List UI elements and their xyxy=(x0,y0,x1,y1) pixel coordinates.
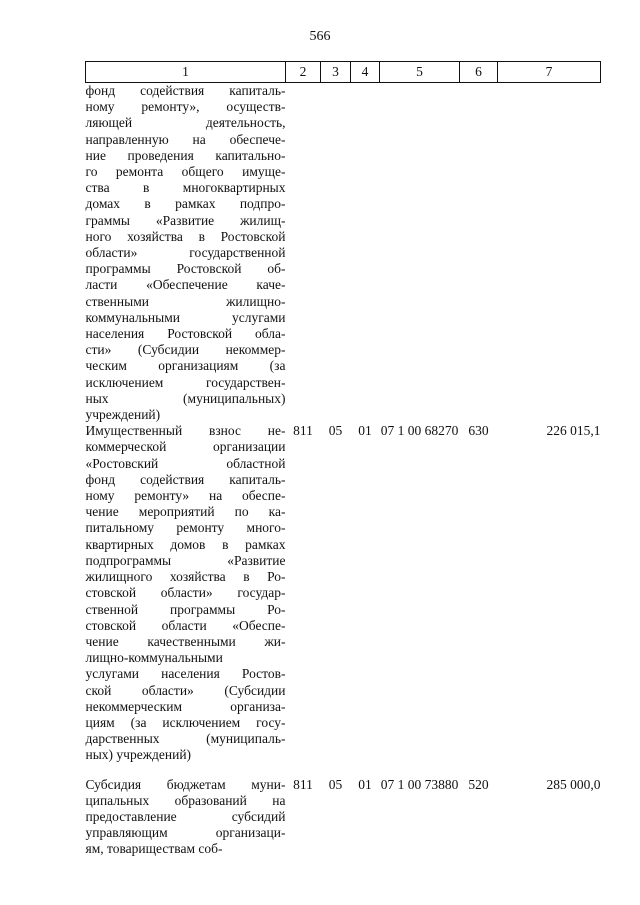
ministry-code: 811 xyxy=(293,423,313,439)
description-line: ласти «Обеспечение каче- xyxy=(85,277,286,293)
description-line: учреждений) xyxy=(85,407,161,423)
description-line: граммы «Развитие жилищ- xyxy=(85,212,286,228)
row-description xyxy=(86,777,286,871)
column-header-4: 4 xyxy=(351,62,380,83)
description-line: ям, товариществам соб- xyxy=(85,841,223,857)
ministry-code: 811 xyxy=(293,776,313,792)
budget-table xyxy=(85,61,601,871)
subsection-code xyxy=(351,83,380,424)
expense-type-code: 630 xyxy=(468,423,489,439)
description-line: ного хозяйства в Ростовской xyxy=(85,228,286,244)
column-number-header xyxy=(86,62,601,83)
description-line: ческим организациям (за xyxy=(85,358,286,374)
description-line: области» государственной xyxy=(85,245,286,261)
description-line: коммунальными услугами xyxy=(85,309,286,325)
description-line: чение качественными жи- xyxy=(85,633,286,649)
description-line: Имущественный взнос не- xyxy=(85,423,286,439)
description-line: ства в многоквартирных xyxy=(85,180,286,196)
ministry-code xyxy=(286,83,321,424)
description-line: Субсидия бюджетам муни- xyxy=(85,776,286,792)
description-line: направленную на обеспече- xyxy=(85,131,286,147)
column-header-3: 3 xyxy=(321,62,351,83)
section-code: 05 xyxy=(328,423,343,439)
description-line: управляющим организаци- xyxy=(85,825,286,841)
description-line: дарственных (муниципаль- xyxy=(85,731,286,747)
description-line: ляющей деятельность, xyxy=(85,115,286,131)
amount xyxy=(498,83,601,424)
target-item-code: 07 1 00 73880 xyxy=(380,776,459,792)
column-header-7: 7 xyxy=(498,62,601,83)
description-line: населения Ростовской обла- xyxy=(85,326,286,342)
description-line: чение мероприятий по ка- xyxy=(85,504,286,520)
description-line: программы Ростовской об- xyxy=(85,261,286,277)
description-line: стовской области» государ- xyxy=(85,585,286,601)
description-line: ской области» (Субсидии xyxy=(85,682,286,698)
description-line: предоставление субсидий xyxy=(85,808,286,824)
amount: 285 000,0 xyxy=(546,776,601,792)
description-line: питальному ремонту много- xyxy=(85,520,286,536)
section-code xyxy=(321,83,351,424)
column-header-6: 6 xyxy=(460,62,498,83)
description-line: квартирных домов в рамках xyxy=(85,536,286,552)
description-line: ние проведения капитально- xyxy=(85,147,286,163)
description-line: некоммерческим организа- xyxy=(85,698,286,714)
row-description xyxy=(86,423,286,776)
description-line: подпрограммы «Развитие xyxy=(85,552,286,568)
description-line: «Ростовский областной xyxy=(85,455,286,471)
amount: 226 015,1 xyxy=(546,423,601,439)
section-code: 05 xyxy=(328,776,343,792)
description-line: домах в рамках подпро- xyxy=(85,196,286,212)
description-line: ных) учреждений) xyxy=(85,747,192,763)
description-line: стовской области «Обеспе- xyxy=(85,617,286,633)
description-line: ципальных образований на xyxy=(85,792,286,808)
column-header-5: 5 xyxy=(380,62,460,83)
target-item-code xyxy=(380,83,460,424)
description-line: исключением государствен- xyxy=(85,374,286,390)
description-line: коммерческой организации xyxy=(85,439,286,455)
description-line: фонд содействия капиталь- xyxy=(85,471,286,487)
description-line: ному ремонту», осуществ- xyxy=(85,99,286,115)
column-header-2: 2 xyxy=(286,62,321,83)
table-row xyxy=(86,777,601,871)
description-line: лищно-коммунальными xyxy=(85,650,223,666)
page-number: 566 xyxy=(309,29,331,44)
description-line: ственной программы Ро- xyxy=(85,601,286,617)
description-line: циям (за исключением госу- xyxy=(85,714,286,730)
description-line: сти» (Субсидии некоммер- xyxy=(85,342,286,358)
description-line: услугами населения Ростов- xyxy=(85,666,286,682)
description-line: жилищного хозяйства в Ро- xyxy=(85,569,286,585)
target-item-code: 07 1 00 68270 xyxy=(380,423,459,439)
description-line: ственными жилищно- xyxy=(85,293,286,309)
column-header-1: 1 xyxy=(86,62,286,83)
description-line: фонд содействия капиталь- xyxy=(85,83,286,98)
expense-type-code xyxy=(460,83,498,424)
description-line: го ремонта общего имуще- xyxy=(85,164,286,180)
row-description xyxy=(86,83,286,424)
subsection-code: 01 xyxy=(358,776,372,792)
description-line: ному ремонту» на обеспе- xyxy=(85,488,286,504)
description-line: ных (муниципальных) xyxy=(85,390,286,406)
expense-type-code: 520 xyxy=(468,776,489,792)
subsection-code: 01 xyxy=(358,423,372,439)
table-row xyxy=(86,423,601,776)
table-row xyxy=(86,83,601,424)
